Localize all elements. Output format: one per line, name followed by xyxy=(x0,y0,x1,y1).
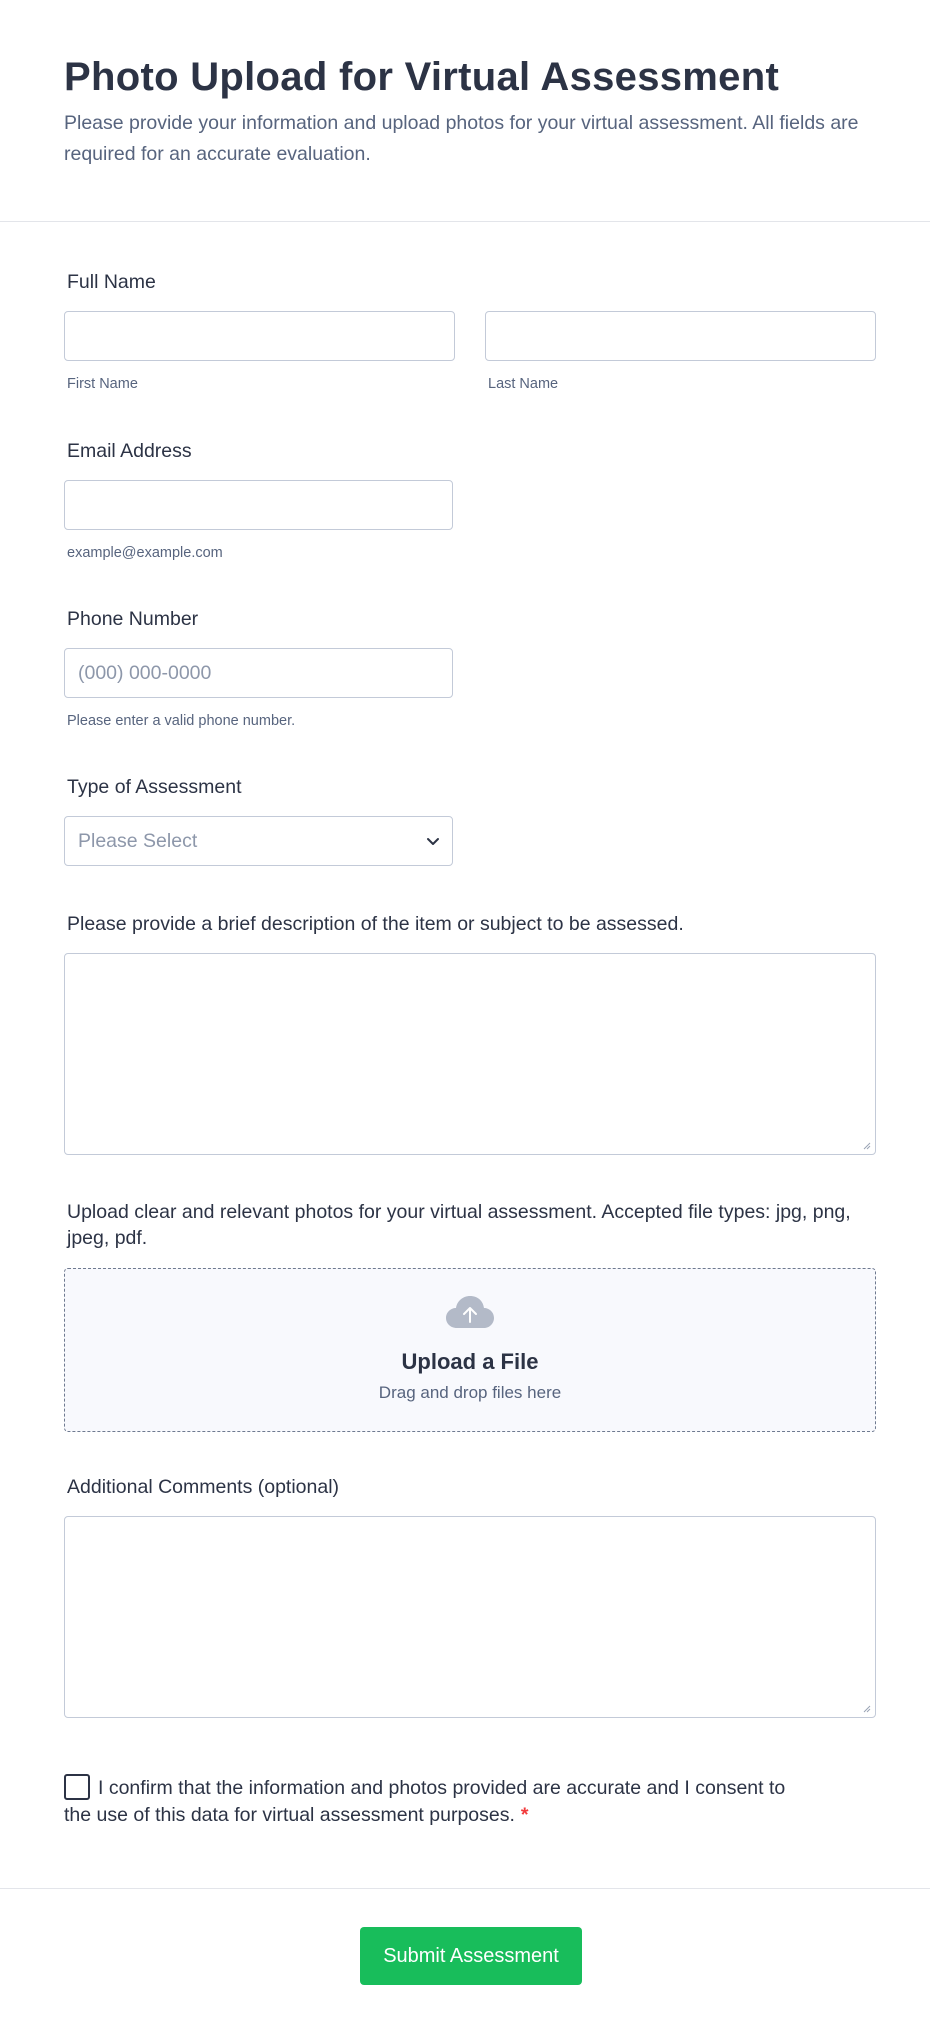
confirm-label xyxy=(64,1775,804,1829)
required-asterisk: * xyxy=(520,1804,529,1826)
assessment-type-label: Type of Assessment xyxy=(67,776,242,798)
comments-textarea[interactable] xyxy=(64,1516,876,1718)
comments-field xyxy=(64,1475,876,1718)
assessment-type-select[interactable] xyxy=(64,816,453,866)
file-dropzone[interactable] xyxy=(64,1268,876,1432)
last-name-input[interactable] xyxy=(485,311,876,361)
page-title: Photo Upload for Virtual Assessment xyxy=(64,55,780,99)
email-label: Email Address xyxy=(67,440,192,462)
email-sublabel: example@example.com xyxy=(67,545,223,561)
submit-button[interactable]: Submit Assessment xyxy=(360,1927,582,1985)
comments-label: Additional Comments (optional) xyxy=(67,1476,340,1498)
form-footer xyxy=(0,1888,930,2036)
description-label: Please provide a brief description of the item or subject to be assessed. xyxy=(67,913,684,935)
phone-input[interactable]: (000) 000-0000 xyxy=(64,648,453,698)
upload-label: Upload clear and relevant photos for your virtual assessment. Accepted file types: jpg, png, jpeg, pdf. xyxy=(67,1201,851,1249)
confirm-text: I confirm that the information and photos provided are accurate and I consent to the use of this data for virtual assessment purposes. xyxy=(64,1777,786,1826)
phone-sublabel: Please enter a valid phone number. xyxy=(67,713,296,729)
resize-handle-icon[interactable] xyxy=(861,1140,871,1150)
confirm-checkbox[interactable] xyxy=(64,1774,90,1800)
phone-field xyxy=(64,607,453,730)
upload-subtitle: Drag and drop files here xyxy=(378,1383,562,1402)
description-textarea[interactable] xyxy=(64,953,876,1155)
upload-title: Upload a File xyxy=(401,1349,539,1374)
email-field xyxy=(64,439,453,562)
assessment-type-field xyxy=(64,775,453,866)
full-name-field xyxy=(64,270,876,393)
phone-label: Phone Number xyxy=(67,608,199,630)
last-name-sublabel: Last Name xyxy=(488,376,559,392)
resize-handle-icon[interactable] xyxy=(861,1703,871,1713)
confirm-field xyxy=(64,1775,804,1829)
form-header xyxy=(0,0,930,222)
page-description: Please provide your information and upload photos for your virtual assessment. All fields are required for an accurate evaluation. xyxy=(64,112,859,165)
upload-field xyxy=(64,1199,876,1432)
description-field xyxy=(64,912,876,1155)
first-name-input[interactable] xyxy=(64,311,455,361)
cloud-upload-icon xyxy=(445,1295,495,1329)
first-name-sublabel: First Name xyxy=(67,376,138,392)
chevron-down-icon xyxy=(426,834,440,848)
full-name-label: Full Name xyxy=(67,271,156,293)
assessment-type-selected: Please Select xyxy=(78,829,198,852)
email-input[interactable] xyxy=(64,480,453,530)
